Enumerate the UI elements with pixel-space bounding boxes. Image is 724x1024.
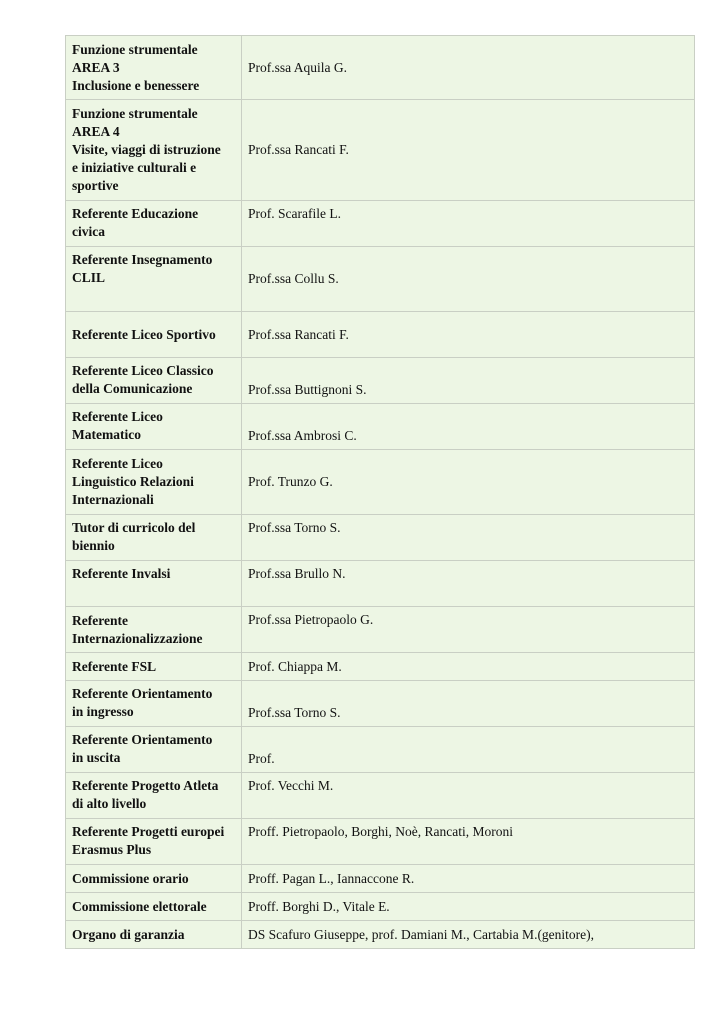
role-cell xyxy=(66,893,242,921)
role-label: Funzione strumentale AREA 3 Inclusione e benessere xyxy=(72,41,200,93)
table-row xyxy=(66,681,695,727)
table-row xyxy=(66,450,695,515)
role-label: Funzione strumentale AREA 4 Visite, viaggi di istruzione e iniziative culturali e sportive xyxy=(72,106,221,193)
person-cell: Prof. Trunzo G. xyxy=(242,450,695,515)
table-row xyxy=(66,404,695,450)
person-cell: Prof.ssa Torno S. xyxy=(242,515,695,561)
table-row xyxy=(66,201,695,247)
role-label: Referente Liceo Matematico xyxy=(72,409,163,442)
person-cell: Prof.ssa Rancati F. xyxy=(242,312,695,358)
role-cell xyxy=(66,312,242,358)
role-cell xyxy=(66,358,242,404)
person-cell: Prof.ssa Buttignoni S. xyxy=(242,358,695,404)
role-label: Referente Invalsi xyxy=(72,566,171,581)
table-row xyxy=(66,653,695,681)
person-cell: Prof.ssa Ambrosi C. xyxy=(242,404,695,450)
table-row xyxy=(66,727,695,773)
role-label: Referente Liceo Classico della Comunicazione xyxy=(72,363,214,396)
role-cell xyxy=(66,450,242,515)
role-label: Referente FSL xyxy=(72,658,157,674)
table-row xyxy=(66,358,695,404)
role-cell xyxy=(66,607,242,653)
table-row xyxy=(66,515,695,561)
role-cell xyxy=(66,100,242,201)
table-row xyxy=(66,607,695,653)
table-row xyxy=(66,36,695,100)
role-cell xyxy=(66,921,242,949)
person-cell: Prof.ssa Rancati F. xyxy=(242,100,695,201)
role-cell xyxy=(66,727,242,773)
person-cell: Prof. Vecchi M. xyxy=(242,773,695,819)
table-row xyxy=(66,100,695,201)
person-cell: Proff. Pietropaolo, Borghi, Noè, Rancati, Moroni xyxy=(242,819,695,865)
role-label: Referente Liceo Sportivo xyxy=(72,326,216,342)
role-cell xyxy=(66,819,242,865)
person-cell: Prof. xyxy=(242,727,695,773)
table-row xyxy=(66,893,695,921)
table-row xyxy=(66,819,695,865)
role-cell xyxy=(66,247,242,312)
person-cell: Prof. Scarafile L. xyxy=(242,201,695,247)
role-label: Referente Progetti europei Erasmus Plus xyxy=(72,824,225,857)
role-label: Organo di garanzia xyxy=(72,926,185,942)
role-label: Referente Orientamento in uscita xyxy=(72,732,213,765)
table-row xyxy=(66,312,695,358)
role-label: Referente Liceo Linguistico Relazioni Internazionali xyxy=(72,456,194,507)
role-label: Referente Insegnamento CLIL xyxy=(72,252,213,285)
role-cell xyxy=(66,561,242,607)
role-label: Referente Orientamento in ingresso xyxy=(72,686,213,719)
role-label: Commissione orario xyxy=(72,870,189,886)
role-label: Referente Educazione civica xyxy=(72,206,199,239)
role-cell xyxy=(66,201,242,247)
table-row xyxy=(66,921,695,949)
person-cell: Prof.ssa Pietropaolo G. xyxy=(242,607,695,653)
role-label: Referente Progetto Atleta di alto livello xyxy=(72,778,219,811)
person-cell: Proff. Borghi D., Vitale E. xyxy=(242,893,695,921)
person-cell: Prof.ssa Torno S. xyxy=(242,681,695,727)
table-row xyxy=(66,561,695,607)
table-row xyxy=(66,865,695,893)
role-cell xyxy=(66,404,242,450)
role-cell xyxy=(66,515,242,561)
person-cell: Prof.ssa Aquila G. xyxy=(242,36,695,100)
role-cell xyxy=(66,865,242,893)
role-label: Tutor di curricolo del biennio xyxy=(72,520,196,553)
role-cell xyxy=(66,653,242,681)
role-label: Commissione elettorale xyxy=(72,898,207,914)
role-cell xyxy=(66,681,242,727)
person-cell: Prof.ssa Collu S. xyxy=(242,247,695,312)
person-cell: Proff. Pagan L., Iannaccone R. xyxy=(242,865,695,893)
person-cell: DS Scafuro Giuseppe, prof. Damiani M., Cartabia M.(genitore), xyxy=(242,921,695,949)
role-cell xyxy=(66,36,242,100)
person-cell: Prof.ssa Brullo N. xyxy=(242,561,695,607)
table-row xyxy=(66,247,695,312)
person-cell: Prof. Chiappa M. xyxy=(242,653,695,681)
role-label: Referente Internazionalizzazione xyxy=(72,613,203,646)
roles-table xyxy=(65,35,695,949)
table-row xyxy=(66,773,695,819)
role-cell xyxy=(66,773,242,819)
